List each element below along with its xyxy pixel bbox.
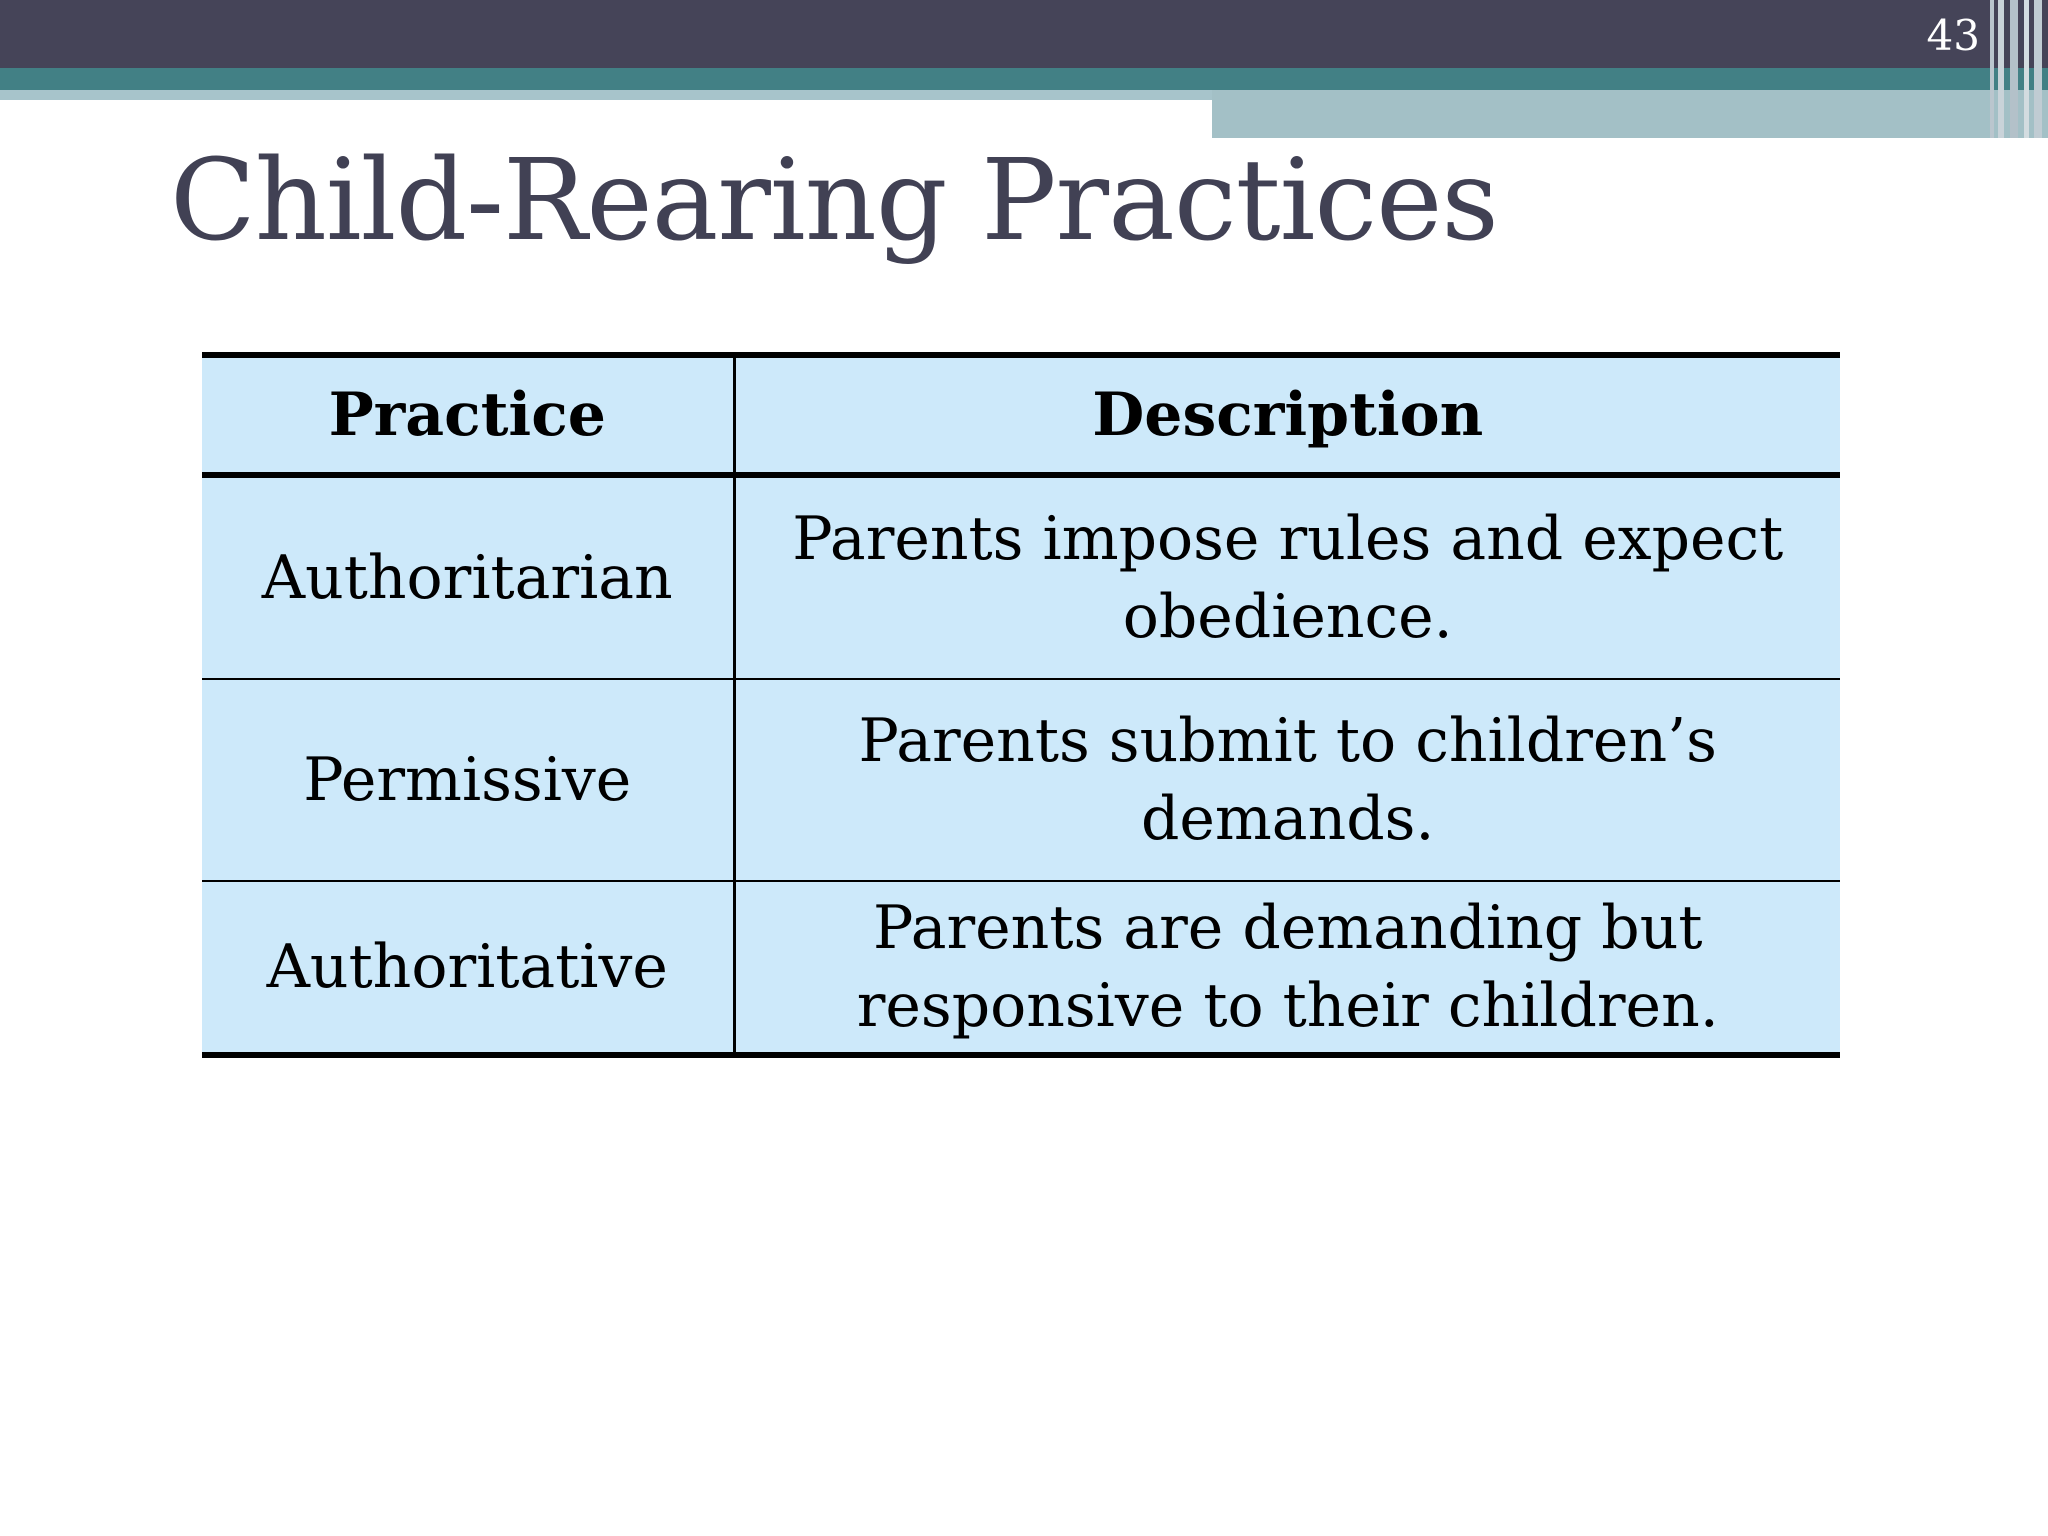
practices-table (202, 352, 1840, 1058)
header-practice: Practice (202, 355, 734, 475)
header-stripe (1990, 0, 1994, 138)
header-description: Description (734, 355, 1840, 475)
header-stripe (2010, 0, 2018, 138)
description-cell: Parents impose rules and expect obedience. (734, 475, 1840, 679)
description-cell: Parents are demanding but responsive to their children. (734, 881, 1840, 1055)
practice-cell: Permissive (202, 679, 734, 881)
slide-title: Child-Rearing Practices (170, 136, 1498, 266)
header-band-dark (0, 0, 2048, 68)
table-row (202, 881, 1840, 1055)
table-row (202, 475, 1840, 679)
practices-table-container (202, 352, 1840, 1058)
slide-number: 43 (1926, 11, 1980, 60)
table-row (202, 679, 1840, 881)
practice-cell: Authoritarian (202, 475, 734, 679)
practice-cell: Authoritative (202, 881, 734, 1055)
header-stripe (1998, 0, 2004, 138)
header-stripe (2024, 0, 2029, 138)
header-stripe (2034, 0, 2042, 138)
description-cell: Parents submit to children’s demands. (734, 679, 1840, 881)
table-header-row (202, 355, 1840, 475)
header-band-teal (0, 68, 2048, 90)
header-band-light-left (0, 90, 1212, 100)
